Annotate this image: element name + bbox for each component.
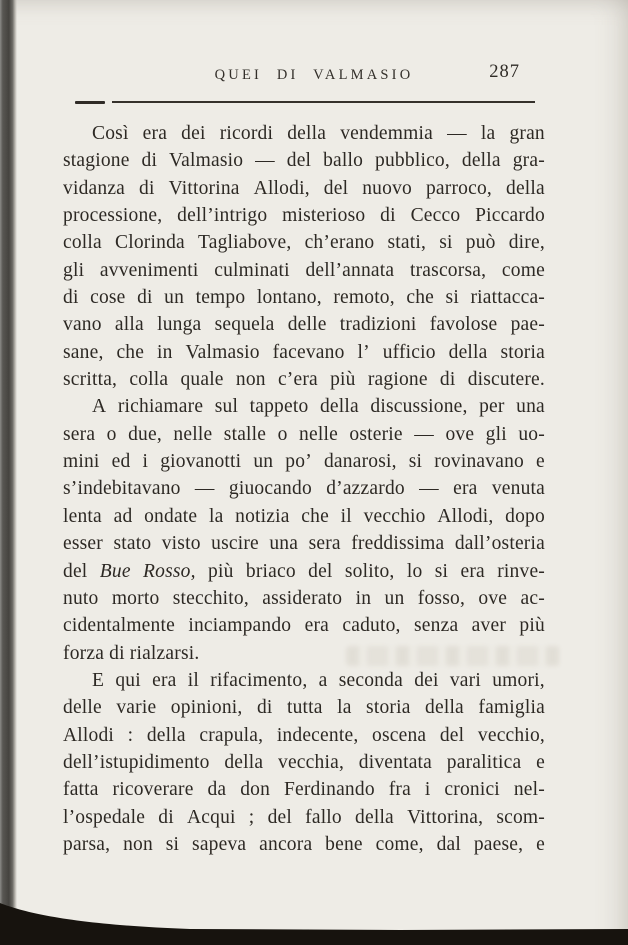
word: in bbox=[157, 341, 173, 363]
word: era bbox=[142, 123, 168, 144]
word: qui bbox=[115, 669, 141, 691]
text-line bbox=[63, 503, 545, 530]
word: e bbox=[536, 451, 545, 473]
word: come, bbox=[375, 833, 424, 855]
text-line bbox=[63, 831, 545, 858]
text-line bbox=[63, 475, 545, 502]
word: della bbox=[461, 150, 501, 172]
word: Tagliabove, bbox=[198, 232, 292, 254]
text-line bbox=[63, 229, 545, 256]
word: della bbox=[146, 724, 186, 746]
word: stato bbox=[113, 533, 152, 555]
word: caduto, bbox=[342, 615, 401, 637]
word: tappeto bbox=[249, 396, 309, 418]
word: una bbox=[516, 396, 545, 418]
word: ch’erano bbox=[304, 232, 375, 254]
page-text bbox=[63, 120, 545, 858]
word: ballo bbox=[323, 150, 364, 172]
word: pae- bbox=[510, 314, 545, 336]
word: varie bbox=[116, 697, 157, 719]
word: lenta bbox=[63, 505, 102, 527]
word: un bbox=[164, 287, 185, 309]
word: fosso, bbox=[417, 587, 466, 609]
header-rule-dash bbox=[75, 101, 105, 104]
text-line bbox=[63, 421, 545, 448]
word: venuta bbox=[491, 478, 545, 500]
word: Valmasio bbox=[185, 341, 260, 363]
text-line bbox=[63, 311, 545, 338]
word: stagione bbox=[63, 150, 130, 172]
word: indecente, bbox=[276, 724, 359, 746]
word: gra- bbox=[512, 150, 545, 172]
word: il bbox=[340, 505, 352, 527]
text-line bbox=[63, 694, 545, 721]
text-line bbox=[63, 366, 545, 393]
word: di bbox=[63, 287, 79, 309]
word: lunga bbox=[157, 314, 202, 336]
word: — bbox=[414, 423, 434, 445]
word: cidentalmente bbox=[63, 615, 175, 637]
word: del bbox=[63, 560, 88, 582]
word: vecchio, bbox=[477, 724, 545, 746]
word: fra bbox=[388, 779, 411, 801]
word: tempo bbox=[195, 287, 246, 309]
spine-shadow bbox=[0, 0, 17, 945]
word: nelle bbox=[299, 423, 338, 445]
word: di bbox=[141, 150, 158, 172]
word: po’ bbox=[285, 451, 312, 473]
page-number: 287 bbox=[489, 62, 520, 82]
word: ove bbox=[445, 423, 475, 445]
word: si bbox=[439, 232, 453, 254]
word: ad bbox=[113, 505, 133, 527]
word: seconda bbox=[338, 669, 403, 691]
word: vendemmia bbox=[340, 123, 433, 144]
word: paese, bbox=[473, 833, 524, 855]
word: vari bbox=[449, 669, 481, 691]
header-rule bbox=[75, 99, 535, 105]
word: avvenimenti bbox=[99, 259, 199, 281]
word: delle bbox=[63, 697, 102, 719]
running-title: QUEI DI VALMASIO bbox=[214, 67, 414, 83]
word: di bbox=[380, 205, 396, 227]
word: un bbox=[384, 587, 405, 609]
word: era bbox=[304, 615, 330, 637]
word: parsa, bbox=[63, 833, 111, 855]
word: gran bbox=[509, 123, 545, 144]
word: della bbox=[319, 396, 359, 418]
word: nelle bbox=[173, 423, 213, 445]
word: oscena bbox=[372, 724, 427, 746]
word: non bbox=[235, 369, 266, 391]
word: scom- bbox=[496, 806, 545, 828]
word: o bbox=[277, 423, 288, 445]
word: aver bbox=[471, 615, 507, 637]
word: Ferdinando bbox=[283, 779, 375, 801]
word: d’azzardo bbox=[326, 478, 405, 500]
word: vecchio bbox=[363, 505, 426, 527]
word: i bbox=[424, 779, 431, 801]
word: inciampando bbox=[188, 615, 292, 637]
word: giovanotti bbox=[160, 451, 242, 473]
word: rifacimento, bbox=[210, 669, 308, 691]
word: Clorinda bbox=[115, 232, 185, 254]
word: colla bbox=[63, 232, 102, 254]
word: di bbox=[137, 287, 153, 309]
word: che bbox=[406, 287, 435, 309]
word: sera bbox=[308, 533, 341, 555]
word: s’indebitavano bbox=[63, 478, 181, 500]
word: culminati bbox=[214, 259, 290, 281]
word: misterioso bbox=[282, 205, 366, 227]
word: del bbox=[439, 724, 465, 746]
word: alla bbox=[114, 314, 144, 336]
word: Così bbox=[92, 123, 129, 144]
word: come bbox=[501, 259, 545, 281]
word: l’ospedale bbox=[63, 806, 146, 828]
word: sequela bbox=[214, 314, 275, 336]
word: dell’intrigo bbox=[177, 205, 268, 227]
word: Allodi bbox=[63, 724, 115, 746]
word: la bbox=[337, 697, 352, 719]
word: discutere. bbox=[467, 369, 545, 391]
word: lontano, bbox=[256, 287, 322, 309]
word: crapula, bbox=[199, 724, 264, 746]
word: ricordi bbox=[219, 123, 274, 144]
word: — bbox=[194, 478, 215, 500]
word: notizia bbox=[235, 505, 290, 527]
word: A bbox=[92, 396, 107, 418]
text-line bbox=[63, 667, 545, 694]
word: parroco, bbox=[425, 177, 492, 199]
word: ove bbox=[478, 587, 508, 609]
word: per bbox=[479, 396, 505, 418]
word: ancora bbox=[259, 833, 313, 855]
word: si bbox=[434, 560, 449, 582]
word: due, bbox=[128, 423, 162, 445]
word: vano bbox=[63, 314, 102, 336]
word: sane, bbox=[63, 341, 104, 363]
word: si bbox=[445, 287, 459, 309]
word: della bbox=[506, 177, 545, 199]
word: assiderato bbox=[262, 587, 343, 609]
word: e bbox=[536, 751, 545, 773]
word: a bbox=[318, 669, 328, 691]
word: don bbox=[240, 779, 271, 801]
word: sera bbox=[63, 423, 96, 445]
text-line bbox=[63, 804, 545, 831]
word: danarosi, bbox=[323, 451, 397, 473]
word: cose bbox=[90, 287, 126, 309]
word: da bbox=[207, 779, 227, 801]
word: E bbox=[92, 669, 105, 691]
word: che bbox=[301, 505, 329, 527]
page-bottom-edge-shadow bbox=[0, 885, 628, 945]
word: lo bbox=[406, 560, 423, 582]
word: remoto, bbox=[333, 287, 395, 309]
word: umori, bbox=[492, 669, 545, 691]
word: e bbox=[536, 833, 545, 855]
word: gli bbox=[485, 423, 507, 445]
word: dopo bbox=[505, 505, 545, 527]
bleed-through-smudge bbox=[346, 646, 560, 666]
word: della bbox=[287, 123, 327, 144]
word: dell’istupidimento bbox=[63, 751, 210, 773]
word: della bbox=[224, 751, 264, 773]
word: dell’annata bbox=[305, 259, 395, 281]
text-line bbox=[63, 339, 545, 366]
text-line bbox=[63, 393, 545, 420]
word: visto bbox=[161, 533, 201, 555]
word: famiglia bbox=[478, 697, 545, 719]
word: gli bbox=[63, 259, 85, 281]
word: dall’osteria bbox=[454, 533, 545, 555]
word: nuovo bbox=[362, 177, 412, 199]
header-rule-line bbox=[112, 101, 535, 103]
word: Valmasio bbox=[169, 150, 244, 172]
word: favolose bbox=[429, 314, 498, 336]
word: Rosso, bbox=[143, 560, 196, 582]
word: mini bbox=[63, 451, 100, 473]
word: freddissima bbox=[351, 533, 445, 555]
word: l’ bbox=[357, 341, 370, 363]
text-line bbox=[63, 776, 545, 803]
word: fallo bbox=[305, 806, 342, 828]
word: ondate bbox=[144, 505, 198, 527]
word: fatta bbox=[63, 779, 99, 801]
word: una bbox=[269, 533, 299, 555]
word: in bbox=[355, 587, 372, 609]
word: nel- bbox=[513, 779, 545, 801]
word: storia bbox=[500, 341, 545, 363]
word: uscire bbox=[211, 533, 259, 555]
word: colla bbox=[129, 369, 169, 391]
word: solito, bbox=[344, 560, 395, 582]
text-line bbox=[63, 448, 545, 475]
text-line bbox=[63, 585, 545, 612]
word: dei bbox=[414, 669, 439, 691]
word: di bbox=[139, 177, 155, 199]
word: richiamare bbox=[117, 396, 204, 418]
word: del bbox=[286, 150, 312, 172]
word: era bbox=[460, 560, 485, 582]
word: dal bbox=[436, 833, 462, 855]
word: storia bbox=[366, 697, 411, 719]
text-line bbox=[63, 120, 545, 147]
word: processione, bbox=[63, 205, 163, 227]
word: il bbox=[187, 669, 200, 691]
word: morto bbox=[111, 587, 160, 609]
word: — bbox=[255, 150, 275, 172]
word: ragione bbox=[367, 369, 428, 391]
word: stecchito, bbox=[172, 587, 249, 609]
word: uo- bbox=[518, 423, 545, 445]
word: sul bbox=[214, 396, 239, 418]
word: facevano bbox=[272, 341, 345, 363]
word: tutta bbox=[286, 697, 323, 719]
text-line bbox=[63, 284, 545, 311]
text-line bbox=[63, 749, 545, 776]
text-line bbox=[63, 257, 545, 284]
word: di bbox=[439, 369, 456, 391]
word: pubblico, bbox=[375, 150, 450, 172]
word: di bbox=[158, 806, 174, 828]
word: dei bbox=[181, 123, 206, 144]
word: può bbox=[465, 232, 496, 254]
word: giuocando bbox=[228, 478, 312, 500]
word: Allodi, bbox=[437, 505, 494, 527]
word: opinioni, bbox=[170, 697, 243, 719]
word: — bbox=[447, 123, 467, 144]
word: più bbox=[330, 369, 356, 391]
word: era bbox=[453, 478, 478, 500]
word: scritta, bbox=[63, 369, 118, 391]
word: Cecco bbox=[410, 205, 461, 227]
word: vidanza bbox=[63, 177, 126, 199]
word: ufficio bbox=[382, 341, 436, 363]
word: di bbox=[256, 697, 273, 719]
word: della bbox=[448, 341, 488, 363]
text-line bbox=[63, 530, 545, 557]
word: Vittorina, bbox=[407, 806, 484, 828]
word: paralitica bbox=[446, 751, 522, 773]
word: ed bbox=[111, 451, 131, 473]
word: quale bbox=[180, 369, 224, 391]
word: Allodi, bbox=[253, 177, 310, 199]
word: del bbox=[308, 560, 333, 582]
text-segment: forza di rialzarsi. bbox=[63, 642, 200, 664]
word: o bbox=[106, 423, 117, 445]
word: non bbox=[123, 833, 153, 855]
word: stalle bbox=[223, 423, 267, 445]
word: tradizioni bbox=[339, 314, 417, 336]
word: si bbox=[408, 451, 423, 473]
word: della bbox=[355, 806, 394, 828]
word: riattacca- bbox=[470, 287, 545, 309]
word: stati, bbox=[387, 232, 427, 254]
text-line bbox=[63, 558, 545, 585]
word: ricoverare bbox=[112, 779, 194, 801]
word: dire, bbox=[508, 232, 545, 254]
word: della bbox=[425, 697, 464, 719]
word: più bbox=[208, 560, 234, 582]
word: senza bbox=[414, 615, 459, 637]
word: rovinavano bbox=[434, 451, 524, 473]
word: più bbox=[519, 615, 545, 637]
word: — bbox=[419, 478, 439, 500]
text-line bbox=[63, 147, 545, 174]
word: si bbox=[165, 833, 180, 855]
word: : bbox=[127, 724, 134, 746]
word: esser bbox=[63, 533, 103, 555]
text-line bbox=[63, 612, 545, 639]
word: Bue bbox=[99, 560, 131, 582]
word: i bbox=[142, 451, 149, 473]
text-line bbox=[63, 722, 545, 749]
word: trascorsa, bbox=[410, 259, 487, 281]
word: diventata bbox=[358, 751, 433, 773]
word: vecchia, bbox=[278, 751, 345, 773]
word: rinve- bbox=[497, 560, 545, 582]
word: discussione, bbox=[370, 396, 468, 418]
word: del bbox=[323, 177, 349, 199]
word: delle bbox=[287, 314, 327, 336]
word: Vittorina bbox=[168, 177, 240, 199]
word: ac- bbox=[520, 587, 545, 609]
word: nuto bbox=[63, 587, 99, 609]
word: un bbox=[253, 451, 274, 473]
text-line bbox=[63, 175, 545, 202]
word: cronici bbox=[444, 779, 500, 801]
word: che bbox=[116, 341, 145, 363]
word: la bbox=[208, 505, 224, 527]
word: ; bbox=[248, 806, 255, 828]
word: del bbox=[267, 806, 292, 828]
word: c’era bbox=[277, 369, 318, 391]
word: era bbox=[152, 669, 177, 691]
text-line bbox=[63, 202, 545, 229]
word: sapeva bbox=[192, 833, 247, 855]
word: osterie bbox=[349, 423, 403, 445]
word: la bbox=[480, 123, 496, 144]
word: Acqui bbox=[187, 806, 236, 828]
word: Piccardo bbox=[475, 205, 545, 227]
word: briaco bbox=[245, 560, 296, 582]
word: bene bbox=[325, 833, 363, 855]
